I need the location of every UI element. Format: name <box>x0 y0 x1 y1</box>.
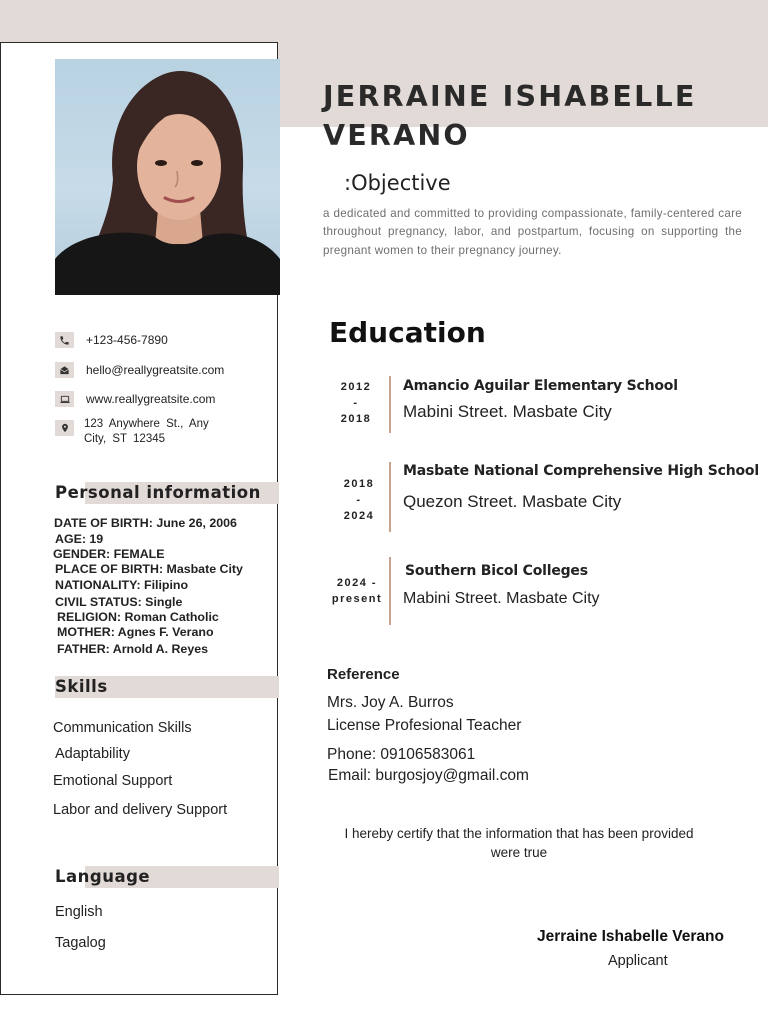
personal-civil-status: CIVIL STATUS: Single <box>55 595 183 609</box>
phone-text: +123-456-7890 <box>86 333 168 347</box>
contact-email <box>55 362 224 378</box>
contact-phone <box>55 332 168 348</box>
education-address: Mabini Street. Masbate City <box>403 402 612 421</box>
year-start: 2012 <box>340 381 372 393</box>
education-school: Southern Bicol Colleges <box>405 563 588 579</box>
certification-text: I hereby certify that the information that has been provided were true <box>344 826 694 860</box>
year-start: 2024 - <box>336 577 378 589</box>
year-start: 2018 <box>343 478 375 490</box>
reference-heading: Reference <box>327 666 400 683</box>
education-years <box>322 575 392 607</box>
reference-email: Email: burgosjoy@gmail.com <box>328 767 529 784</box>
year-separator: - <box>356 494 362 506</box>
email-text: hello@reallygreatsite.com <box>86 363 225 377</box>
skill-item: Adaptability <box>55 746 130 762</box>
language-item: English <box>55 904 103 920</box>
skill-item: Labor and delivery Support <box>53 802 228 818</box>
signature-name: Jerraine Ishabelle Verano <box>537 928 724 945</box>
profile-photo <box>55 59 280 295</box>
phone-icon <box>55 332 74 348</box>
location-pin-icon <box>55 420 74 436</box>
contact-address-icon-wrap <box>55 420 74 436</box>
applicant-name: JERRAINE ISHABELLE VERANO <box>323 80 697 152</box>
reference-name: Mrs. Joy A. Burros <box>327 694 454 711</box>
timeline-line <box>389 557 391 625</box>
skill-item: Emotional Support <box>53 773 173 789</box>
objective-text: a dedicated and committed to providing compassionate, family-centered care throughout pregnancy, labor, and postpartum, focusing on supporting the pregnant women to their pregnancy journey. <box>323 207 742 257</box>
year-separator: - <box>353 397 359 409</box>
personal-dob: DATE OF BIRTH: June 26, 2006 <box>54 516 237 530</box>
signature-role: Applicant <box>608 953 668 969</box>
education-years <box>324 476 394 524</box>
education-years <box>321 379 391 427</box>
education-school: Masbate National Comprehensive High School <box>403 463 759 479</box>
reference-position: License Profesional Teacher <box>327 717 522 734</box>
personal-nationality: NATIONALITY: Filipino <box>55 578 189 592</box>
timeline-line <box>389 376 391 433</box>
personal-religion: RELIGION: Roman Catholic <box>57 610 219 624</box>
laptop-icon <box>55 391 74 407</box>
address-text: 123 Anywhere St., Any City, ST 12345 <box>84 418 209 445</box>
year-end: 2024 <box>343 510 375 522</box>
personal-gender: GENDER: FEMALE <box>53 547 165 561</box>
skill-item: Communication Skills <box>53 720 192 736</box>
objective-heading: :Objective <box>344 171 451 195</box>
personal-father: FATHER: Arnold A. Reyes <box>57 642 208 656</box>
reference-phone: Phone: 09106583061 <box>327 746 476 763</box>
year-end: present <box>331 593 383 605</box>
education-address: Quezon Street. Masbate City <box>403 492 622 511</box>
education-heading: Education <box>329 316 486 349</box>
year-end: 2018 <box>340 413 372 425</box>
contact-website <box>55 391 215 407</box>
personal-birthplace: PLACE OF BIRTH: Masbate City <box>55 562 243 576</box>
education-address: Mabini Street. Masbate City <box>403 590 600 607</box>
language-item: Tagalog <box>55 935 106 951</box>
personal-mother: MOTHER: Agnes F. Verano <box>57 625 214 639</box>
website-text: www.reallygreatsite.com <box>86 392 216 406</box>
timeline-line <box>389 462 391 532</box>
personal-age: AGE: 19 <box>55 532 104 546</box>
skills-section-title: Skills <box>55 677 108 696</box>
language-section-title: Language <box>55 867 151 886</box>
personal-section-title: Personal information <box>55 483 261 502</box>
envelope-icon <box>55 362 74 378</box>
education-school: Amancio Aguilar Elementary School <box>403 378 678 394</box>
